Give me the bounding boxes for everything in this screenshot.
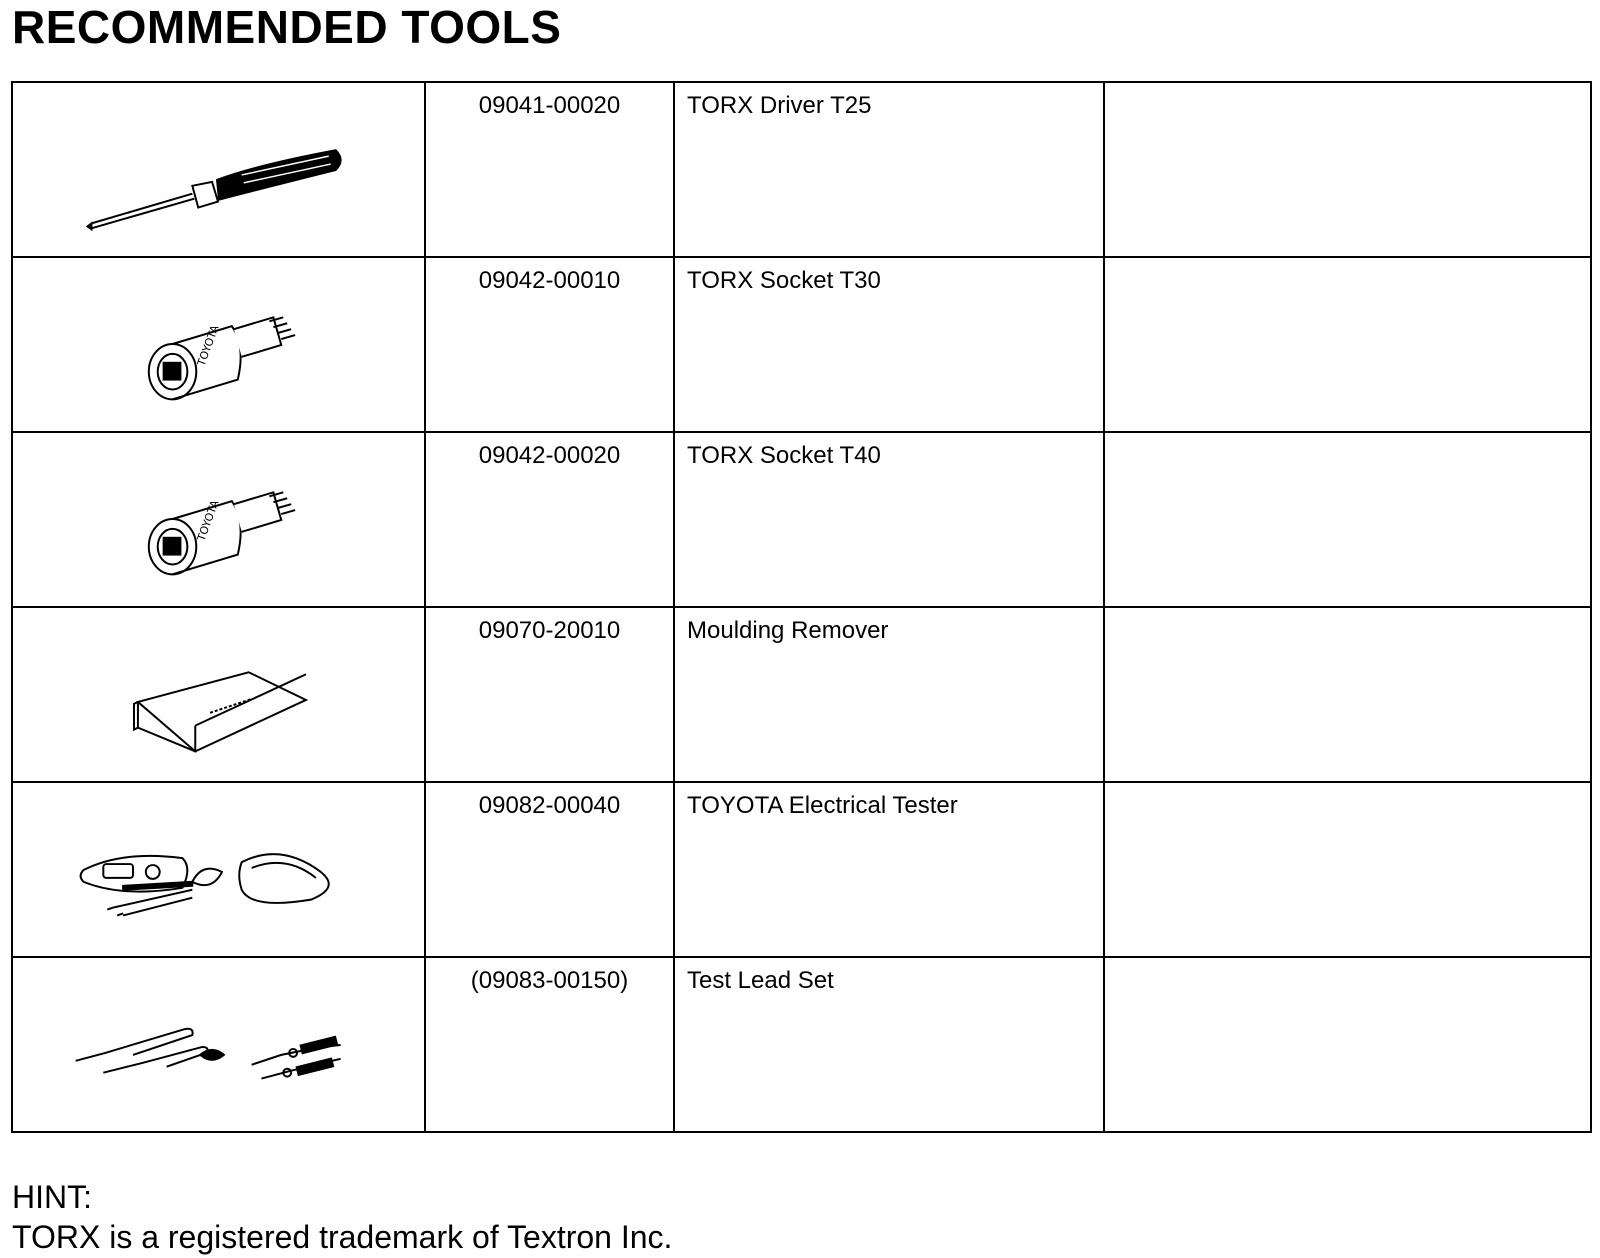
tool-illustration-cell [12,957,425,1132]
torx-driver-icon [13,83,424,256]
note-cell [1104,257,1591,432]
table-row [12,432,1591,607]
table-row [12,257,1591,432]
hint-label: HINT: [12,1179,92,1215]
tool-name-cell [674,782,1104,957]
part-number-cell [425,257,674,432]
table-row [12,782,1591,957]
tool-name-cell [674,432,1104,607]
test-lead-set-icon [13,958,424,1131]
torx-socket-icon [13,433,424,606]
note-cell [1104,782,1591,957]
svg-text:TOYOTA: TOYOTA [194,323,222,368]
tool-name: TORX Socket T30 [687,267,881,294]
tool-name: TORX Socket T40 [687,442,881,469]
note-cell [1104,607,1591,782]
tool-name-cell [674,82,1104,257]
part-number: 09042-00020 [478,442,621,469]
tool-name-cell [674,257,1104,432]
torx-socket-icon [13,258,424,431]
part-number-cell [425,432,674,607]
tool-illustration-cell [12,82,425,257]
table-row [12,957,1591,1132]
tool-name: Moulding Remover [687,617,889,644]
table-row [12,607,1591,782]
part-number: 09042-00010 [478,267,621,294]
recommended-tools-table [11,81,1592,1133]
tool-illustration-cell [12,432,425,607]
electrical-tester-icon [13,783,424,956]
note-cell [1104,82,1591,257]
tool-illustration-cell [12,607,425,782]
hint-text: TORX is a registered trademark of Textron Inc. [12,1219,673,1255]
part-number-cell [425,782,674,957]
tool-illustration-cell [12,782,425,957]
part-number: 09070-20010 [478,617,621,644]
moulding-remover-icon [13,608,424,781]
part-number-cell [425,82,674,257]
tool-name-cell [674,607,1104,782]
note-cell [1104,432,1591,607]
part-number: 09041-00020 [478,92,621,119]
hint-block [12,1177,672,1257]
part-number: (09083-00150) [470,967,629,994]
tool-name: TOYOTA Electrical Tester [687,792,958,819]
svg-text:TOYOTA: TOYOTA [194,498,222,543]
tool-name-cell [674,957,1104,1132]
part-number-cell [425,957,674,1132]
note-cell [1104,957,1591,1132]
part-number-cell [425,607,674,782]
tool-name: TORX Driver T25 [687,92,872,119]
table-row [12,82,1591,257]
part-number: 09082-00040 [478,792,621,819]
page-title: RECOMMENDED TOOLS [12,1,562,53]
tool-name: Test Lead Set [687,967,834,994]
tool-illustration-cell [12,257,425,432]
